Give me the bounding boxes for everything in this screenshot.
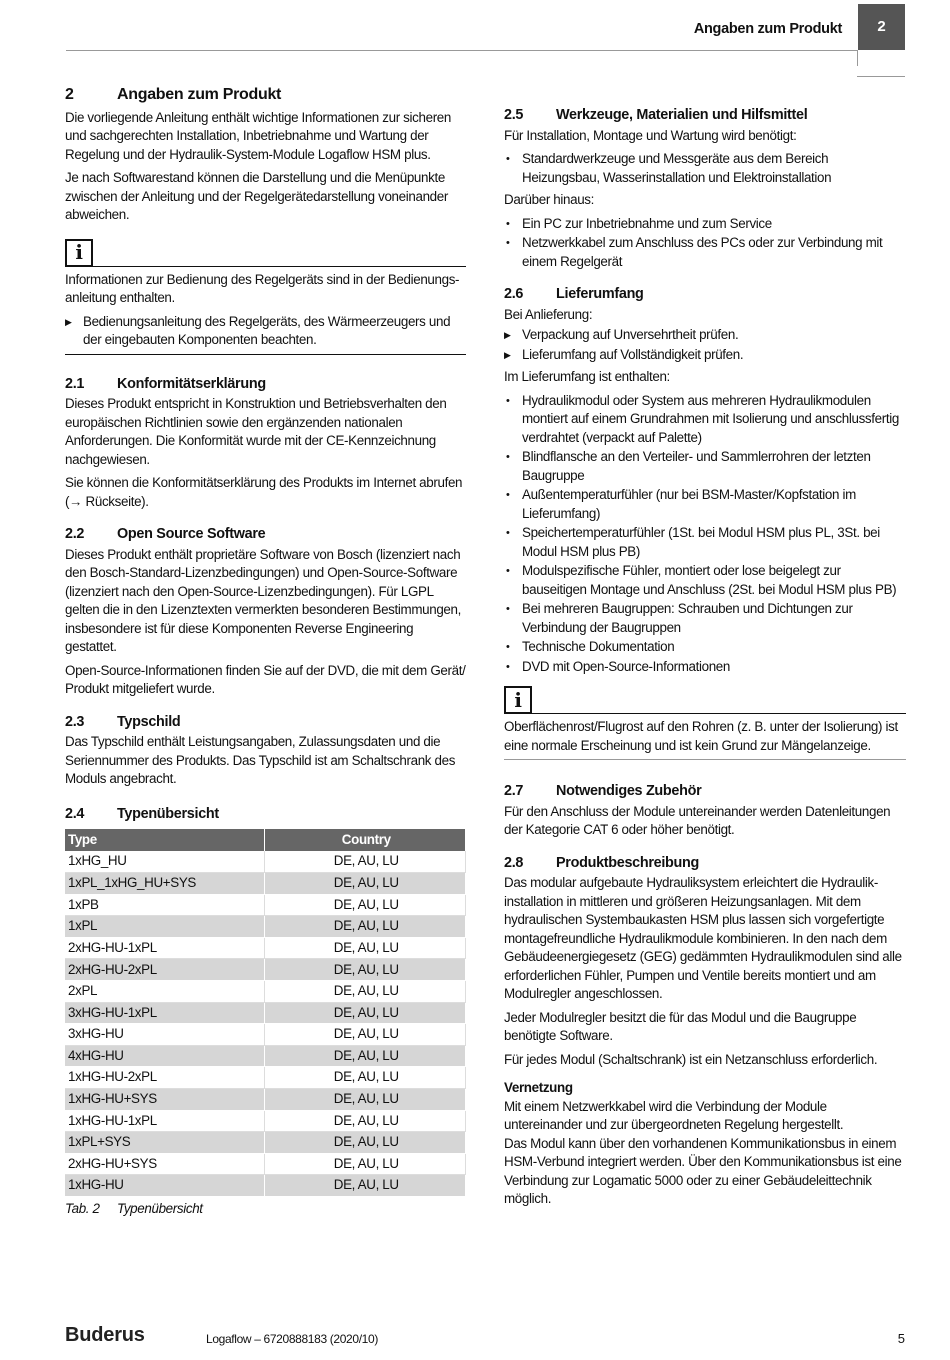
- cell-type: 2xHG-HU-2xPL: [65, 959, 264, 981]
- cell-type: 2xHG-HU+SYS: [65, 1153, 264, 1175]
- list-item: • Speichertemperaturfühler (1St. bei Modul HSM plus PL, 3St. bei Modul HSM plus PB): [504, 524, 906, 561]
- cell-country: DE, AU, LU: [264, 851, 466, 873]
- list-item: • Technische Dokumentation: [504, 638, 906, 657]
- footer-document-id: Logaflow – 6720888183 (2020/10): [206, 1332, 378, 1346]
- table-row: [65, 1024, 466, 1046]
- section-2-heading: 2 Angaben zum Produkt: [65, 86, 282, 103]
- table-row: [65, 894, 466, 916]
- info-icon: i: [65, 239, 93, 267]
- cell-country: DE, AU, LU: [264, 1024, 466, 1046]
- cell-country: DE, AU, LU: [264, 1175, 466, 1197]
- table-row: [65, 1110, 466, 1132]
- action-item: ▶ Lieferumfang auf Vollständigkeit prüfen.: [504, 346, 906, 365]
- section-2-6-intro: Bei Anlieferung:: [504, 306, 593, 322]
- cell-type: 1xPB: [65, 894, 264, 916]
- column-header-country: Country: [264, 829, 466, 851]
- column-header-type: Type: [65, 829, 264, 851]
- section-2-1-heading: 2.1 Konformitätserklärung: [65, 375, 266, 392]
- cell-country: DE, AU, LU: [264, 1045, 466, 1067]
- cell-country: DE, AU, LU: [264, 1067, 466, 1089]
- cell-country: DE, AU, LU: [264, 1132, 466, 1154]
- header-rule-right: [857, 76, 905, 77]
- cell-type: 4xHG-HU: [65, 1045, 264, 1067]
- table-row: [65, 1002, 466, 1024]
- list-item: • Blindflansche an den Verteiler- und Sammlerrohren der letzten Baugruppe: [504, 448, 906, 485]
- cell-country: DE, AU, LU: [264, 894, 466, 916]
- table-row: [65, 916, 466, 938]
- cell-type: 2xHG-HU-1xPL: [65, 937, 264, 959]
- cell-type: 1xHG-HU+SYS: [65, 1089, 264, 1111]
- cell-country: DE, AU, LU: [264, 1002, 466, 1024]
- cell-country: DE, AU, LU: [264, 916, 466, 938]
- page-number: 5: [897, 1331, 905, 1346]
- section-2-8-paragraph: Für jedes Modul (Schaltschrank) ist ein Netzanschluss erforderlich.: [504, 1051, 878, 1067]
- table-row: [65, 1175, 466, 1197]
- cell-country: DE, AU, LU: [264, 981, 466, 1003]
- section-2-8-paragraph: Das modular aufgebaute Hydrauliksystem erleichtert die Hydraulik-installation in mittleren und größeren Heizungsanlagen. Mit dem hydraulischen Systembaukasten HSM plus lassen sich vorgefertigte montagefreundliche Hydraulikmodule kombinieren. In den nach dem Gebäudeenergiegesetz (GEG) gedämmten Hydraulikmodulen sind alle erforderlichen Fühler, Pumpen und Ventile bereits montiert und am Modulregler angeschlossen.: [504, 875, 902, 1001]
- section-2-1-paragraph: Dieses Produkt entspricht in Konstruktion und Betriebsverhalten den europäischen Richtlinien sowie den ergänzenden nationalen Anforderungen. Die Konformität wurde mit der CE-Kennzeichnung nachgewiesen.: [65, 396, 447, 467]
- section-2-4-heading: 2.4 Typenübersicht: [65, 805, 219, 822]
- section-2-8-paragraph: Das Modul kann über den vorhandenen Kommunikationsbus in einem HSM-Verbund integriert werden. Über den Kommunikationsbus ist eine Verbindung zur Logamatic 5000 oder zu einer Gebäudeleittechnik möglich.: [504, 1135, 902, 1206]
- table-row: [65, 1067, 466, 1089]
- section-2-8-paragraph: Jeder Modulregler besitzt die für das Modul und die Baugruppe benötigte Software.: [504, 1009, 857, 1043]
- section-2-7-paragraph: Für den Anschluss der Module untereinander werden Datenleitungen der Kategorie CAT 6 oder höher benötigt.: [504, 803, 891, 837]
- table-row: [65, 1153, 466, 1175]
- info-note: [65, 239, 466, 355]
- table-row: [65, 1089, 466, 1111]
- cell-type: 1xHG_HU: [65, 851, 264, 873]
- section-2-5-intro: Für Installation, Montage und Wartung wird benötigt:: [504, 127, 797, 143]
- section-2-8-heading: 2.8 Produktbeschreibung: [504, 854, 700, 871]
- section-2-6-contained: Im Lieferumfang ist enthalten:: [504, 369, 670, 384]
- cell-country: DE, AU, LU: [264, 959, 466, 981]
- list-item: • Außentemperaturfühler (nur bei BSM-Master/Kopfstation im Lieferumfang): [504, 486, 906, 523]
- section-2-5-also: Darüber hinaus:: [504, 192, 595, 207]
- cell-country: DE, AU, LU: [264, 873, 466, 895]
- cell-type: 1xHG-HU-2xPL: [65, 1067, 264, 1089]
- section-2-2-heading: 2.2 Open Source Software: [65, 526, 266, 542]
- table-row: [65, 981, 466, 1003]
- cell-type: 3xHG-HU: [65, 1024, 264, 1046]
- table-row: [65, 1045, 466, 1067]
- table-row: [65, 1132, 466, 1154]
- table-row: [65, 959, 466, 981]
- list-item: • DVD mit Open-Source-Informationen: [504, 658, 906, 677]
- list-item: • Hydraulikmodul oder System aus mehreren Hydraulikmodulen montiert auf einem Grundrahmen mit Isolierung und anschlussfertig verdrahtet (verpackt auf Palette): [504, 392, 906, 448]
- list-item: • Ein PC zur Inbetriebnahme und zum Service: [504, 215, 906, 234]
- table-row: [65, 873, 466, 895]
- cell-type: 1xHG-HU-1xPL: [65, 1110, 264, 1132]
- cell-type: 1xHG-HU: [65, 1175, 264, 1197]
- right-column: [504, 92, 906, 1214]
- cell-country: DE, AU, LU: [264, 1089, 466, 1111]
- section-2-2-paragraph: Open-Source-Informationen finden Sie auf der DVD, die mit dem Gerät/ Produkt mitgeliefert wurde.: [65, 662, 466, 696]
- list-item: • Modulspezifische Fühler, montiert oder lose beigelegt zur bauseitigen Montage und Anschluss (2St. bei Modul HSM plus PB): [504, 562, 906, 599]
- list-item: • Bei mehreren Baugruppen: Schrauben und Dichtungen zur Verbindung der Baugruppen: [504, 600, 906, 637]
- section-2-5-heading: 2.5 Werkzeuge, Materialien und Hilfsmittel: [504, 107, 808, 123]
- section-2-2-paragraph: Dieses Produkt enthält proprietäre Software von Bosch (lizenziert nach den Bosch-Standard-Lizenzbedingungen) und Open-Source-Software (lizenziert nach den Open-Source-Lizenzbedingungen). Für LGPL gelten die in den Lizenztexten vermerkten besonderen Bestimmungen, insbesondere ist für diese Komponenten Reverse Engineering gestattet.: [65, 546, 461, 654]
- cell-type: 1xPL: [65, 916, 264, 938]
- cell-country: DE, AU, LU: [264, 1153, 466, 1175]
- cell-type: 1xPL+SYS: [65, 1132, 264, 1154]
- cell-country: DE, AU, LU: [264, 937, 466, 959]
- section-2-paragraph: Je nach Softwarestand können die Darstellung und die Menüpunkte zwischen der Anleitung und der Regelgerätedarstellung voneinander abweichen.: [65, 170, 448, 222]
- buderus-logo: Buderus: [65, 1324, 145, 1346]
- running-header-title: Angaben zum Produkt: [693, 21, 842, 37]
- cell-type: 1xPL_1xHG_HU+SYS: [65, 873, 264, 895]
- info-note: [504, 686, 906, 760]
- table-row: [65, 937, 466, 959]
- info-icon: i: [504, 686, 532, 714]
- cell-type: 2xPL: [65, 981, 264, 1003]
- section-2-7-heading: 2.7 Notwendiges Zubehör: [504, 783, 702, 799]
- section-2-3-paragraph: Das Typschild enthält Leistungsangaben, Zulassungsdaten und die Seriennummer des Produkts. Das Typschild ist am Schaltschrank des Moduls angebracht.: [65, 734, 456, 786]
- list-item: • Standardwerkzeuge und Messgeräte aus dem Bereich Heizungsbau, Wasserinstallation und Elektroinstallation: [504, 150, 906, 187]
- section-2-1-paragraph: Sie können die Konformitätserklärung des Produkts im Internet abrufen (→ Rückseite).: [65, 475, 463, 509]
- left-column: [65, 84, 466, 1219]
- cell-country: DE, AU, LU: [264, 1110, 466, 1132]
- table-row: [65, 851, 466, 873]
- type-overview-table: [65, 829, 466, 1197]
- subheading-vernetzung: Vernetzung: [504, 1080, 573, 1095]
- table-caption: Tab. 2 Typenübersicht: [65, 1201, 203, 1216]
- action-item: ▶ Verpackung auf Unversehrtheit prüfen.: [504, 326, 906, 345]
- info-text: Oberflächenrost/Flugrost auf den Rohren (z. B. unter der Isolierung) ist eine normale Erscheinung und ist kein Grund zur Mängelanzeige.: [504, 719, 898, 753]
- list-item: • Netzwerkkabel zum Anschluss des PCs oder zur Verbindung mit einem Regelgerät: [504, 234, 906, 271]
- header-rule: [66, 50, 857, 51]
- section-2-6-heading: 2.6 Lieferumfang: [504, 286, 644, 302]
- section-2-3-heading: 2.3 Typschild: [65, 713, 181, 730]
- info-text: Informationen zur Bedienung des Regelgeräts sind in der Bedienungs-anleitung enthalten.: [65, 271, 460, 305]
- section-2-paragraph: Die vorliegende Anleitung enthält wichtige Informationen zur sicheren und sachgerechten Installation, Inbetriebnahme und Wartung der Regelung und der Hydraulik-System-Module Logaflow HSM plus.: [65, 109, 451, 162]
- chapter-badge: 2: [858, 4, 905, 50]
- header-rule-vertical: [857, 50, 858, 66]
- cell-type: 3xHG-HU-1xPL: [65, 1002, 264, 1024]
- section-2-8-paragraph: Mit einem Netzwerkkabel wird die Verbindung der Module untereinander und zur übergeordneten Regelung hergestellt.: [504, 1098, 844, 1132]
- action-item: ▶ Bedienungsanleitung des Regelgeräts, des Wärmeerzeugers und der eingebauten Komponenten beachten.: [65, 313, 466, 350]
